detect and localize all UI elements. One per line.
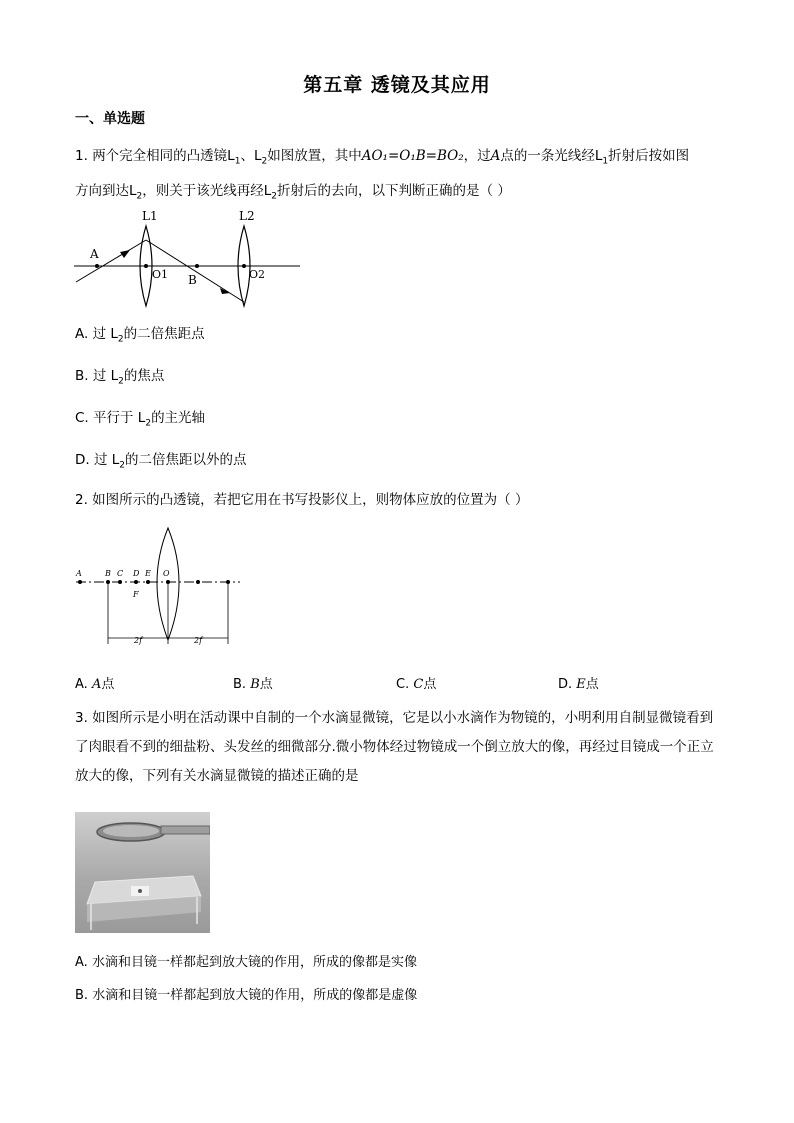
point-d [134,580,138,584]
question-2-text: 2. 如图所示的凸透镜，若把它用在书写投影仪上，则物体应放的位置为（ ） [75,492,529,508]
point-O1 [144,264,148,268]
equation: AO₁=O₁B=BO₂ [361,148,464,164]
point-o [166,580,170,584]
svg-text:D: D [133,569,140,578]
question-3-option-a[interactable]: A. 水滴和目镜一样都起到放大镜的作用，所成的像都是实像 [75,955,417,970]
question-2-lens-diagram [72,526,252,656]
svg-text:E: E [145,569,151,578]
incoming-ray [76,240,146,282]
question-1-option-c[interactable]: C. 平行于 $L_2$的主光轴 [75,410,206,429]
point-A [95,264,99,268]
svg-text:A: A [90,247,99,261]
svg-text:A: A [76,569,82,578]
question-3-microscope-photo [75,812,210,933]
point-b [106,580,110,584]
point-O2 [242,264,246,268]
question-3-text: 3. 如图所示是小明在活动课中自制的一个水滴显微镜，它是以小水滴作为物镜的，小明利用自制显微镜看到了肉眼看不到的细盐粉、头发丝的细微部分.微小物体经过物镜成一个倒立放大的像，再经过目镜成一个正立放大的像，下列有关水滴显微镜的描述正确的是 [75,710,714,784]
svg-text:2f: 2f [134,636,143,645]
point-B [195,264,199,268]
question-2-option-d[interactable]: D. E点 [558,677,599,692]
svg-text:L2: L2 [239,209,255,223]
question-2-option-a[interactable]: A. A点 [75,677,115,692]
question-1-option-a[interactable]: A. 过 $L_2$的二倍焦距点 [75,326,205,345]
section-heading: 一、单选题 [75,111,145,127]
question-3-option-b[interactable]: B. 水滴和目镜一样都起到放大镜的作用，所成的像都是虚像 [75,988,418,1003]
svg-text:C: C [117,569,124,578]
arrow-head-1 [120,250,130,258]
question-1-option-b[interactable]: B. 过 $L_2$的焦点 [75,368,165,387]
point-c [118,580,122,584]
svg-text:F: F [133,590,139,599]
point-e [146,580,150,584]
svg-text:O2: O2 [249,268,266,281]
question-2-option-b[interactable]: B. B点 [233,677,273,692]
point-a [78,580,82,584]
page-title: 第五章 透镜及其应用 [303,74,491,96]
question-1-text: 1. 两个完全相同的凸透镜$L_1$、$L_2$如图放置，其中AO₁=O₁B=BO₂，过A点的一条光线经$L_1$折射后按如图 方向到达$L_2$，则关于该光线再经$L_2$折射后的去向，以下判断正确的是（ ） [75,148,690,202]
question-2-option-c[interactable]: C. C点 [396,677,437,692]
question-1-option-d[interactable]: D. 过 $L_2$的二倍焦距以外的点 [75,452,247,471]
arrow-head-2 [220,288,230,294]
svg-text:B: B [188,273,197,287]
svg-text:B: B [105,569,111,578]
svg-text:O1: O1 [152,268,169,281]
svg-text:L1: L1 [142,209,158,223]
question-1-lens-diagram [70,200,310,310]
svg-text:2f: 2f [194,636,203,645]
svg-text:O: O [163,569,170,578]
